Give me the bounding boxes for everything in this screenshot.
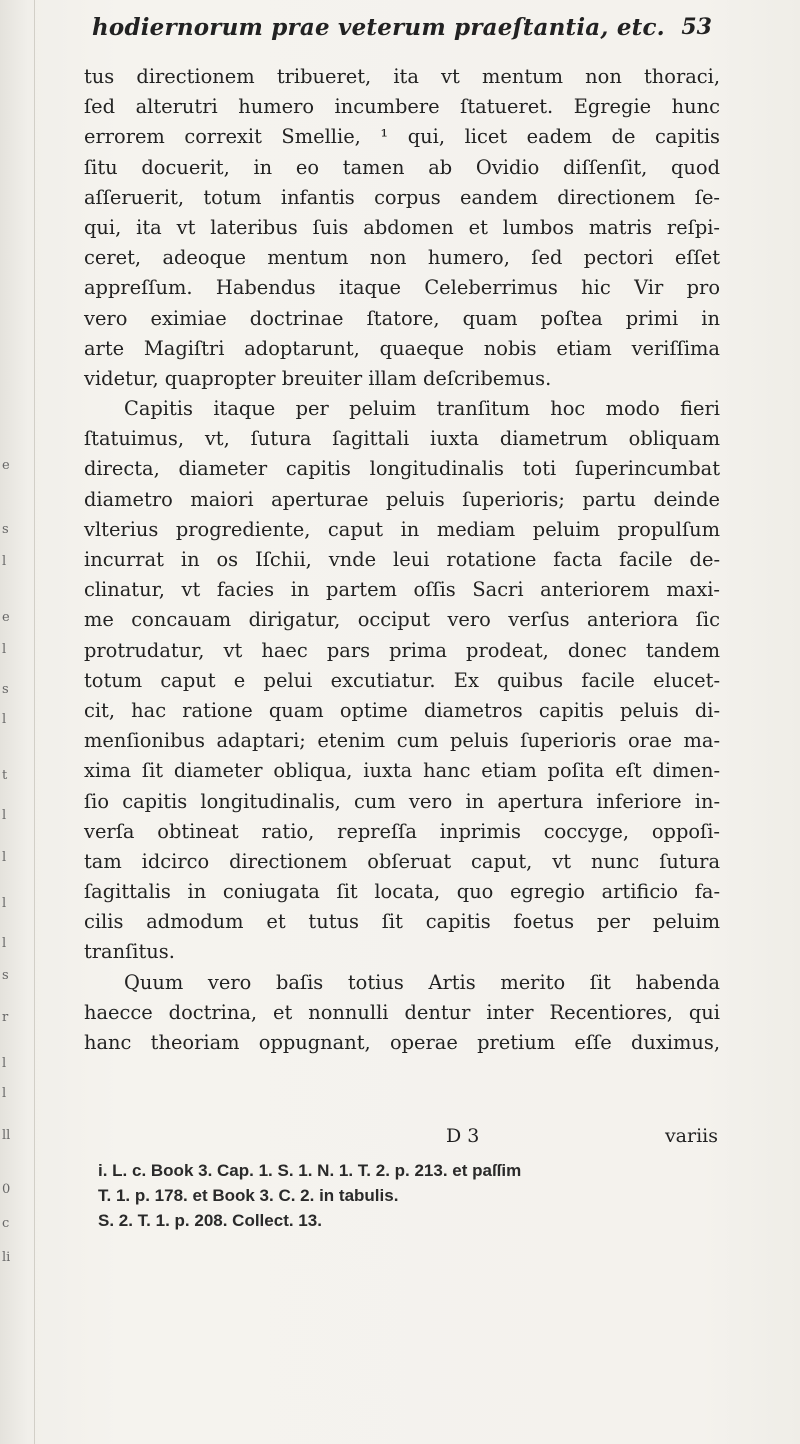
text-line: arte Magiſtri adoptarunt, quaeque nobis etiam veriſſima [84,336,720,360]
text-line: videtur, quapropter breuiter illam deſcribemus. [84,366,552,390]
signature-mark: D 3 [446,1125,480,1147]
margin-mark: t [2,768,8,783]
margin-mark: c [2,1216,10,1231]
catchword: variis [664,1125,718,1147]
footnotes [98,1158,718,1233]
margin-mark: l [2,554,7,569]
text-line: appreſſum. Habendus itaque Celeberrimus hic Vir pro [84,276,720,300]
text-line: ſed alterutri humero incumbere ſtatueret. Egregie hunc [84,95,720,119]
text-line: vlterius progrediente, caput in mediam peluim propulſum [84,517,720,541]
margin-mark: l [2,712,7,727]
margin-mark: s [2,968,9,983]
text-line: errorem correxit Smellie, ¹ qui, licet eadem de capitis [84,125,720,149]
margin-mark: e [2,610,10,625]
text-line: protrudatur, vt haec pars prima prodeat, donec tandem [84,638,720,662]
text-line: ſtatuimus, vt, ſutura ſagittali iuxta diametrum obliquam [84,427,720,451]
text-line: qui, ita vt lateribus ſuis abdomen et lumbos matris reſpi- [84,215,720,239]
text-line: incurrat in os Iſchii, vnde leui rotatione facta facile de- [84,548,720,571]
text-line: me concauam dirigatur, occiput vero verſus anteriora ſic [84,608,720,632]
margin-mark: l [2,850,7,865]
margin-mark: l [2,936,7,951]
margin-mark: l [2,1056,7,1071]
text-line: hanc theoriam oppugnant, operae pretium eſſe duximus, [84,1031,720,1054]
margin-mark: s [2,682,9,697]
text-line: ſio capitis longitudinalis, cum vero in apertura inferiore in- [84,789,720,813]
text-line: clinatur, vt facies in partem oſſis Sacri anteriorem maxi- [84,578,720,602]
margin-mark: r [2,1010,9,1025]
footnote-line: T. 1. p. 178. et Book 3. C. 2. in tabulis. [98,1186,399,1205]
text-line: Quum vero baſis totius Artis merito ſit habenda [124,970,720,994]
margin-mark: li [2,1250,11,1265]
text-line: xima ſit diameter obliqua, iuxta hanc etiam poſita eſt dimen- [84,759,720,783]
footnote-line: S. 2. T. 1. p. 208. Collect. 13. [98,1211,322,1230]
text-line: ſagittalis in coniugata ſit locata, quo egregio artificio fa- [84,880,720,904]
text-line: menſionibus adaptari; etenim cum peluis ſuperioris orae ma- [84,729,720,753]
text-line: verſa obtineat ratio, repreſſa inprimis coccyge, oppoſi- [84,819,720,843]
margin-mark: l [2,642,7,657]
margin-mark: s [2,522,9,537]
margin-mark: l [2,1086,7,1101]
margin-mark: l [2,896,7,911]
page-number: 53 [681,14,712,40]
catch-row [84,1125,720,1153]
running-head [92,14,712,54]
margin-mark: e [2,458,10,473]
text-line: tus directionem tribueret, ita vt mentum non thoraci, [84,65,720,88]
binding-edge [0,0,35,1444]
footnote-line: i. L. c. Book 3. Cap. 1. S. 1. N. 1. T. 2. p. 213. et paſſim [98,1161,522,1180]
text-line: directa, diameter capitis longitudinalis toti ſuperincumbat [84,457,720,481]
text-line: vero eximiae doctrinae ſtatore, quam poſtea primi in [84,306,720,330]
text-line: ceret, adeoque mentum non humero, ſed pectori eſſet [84,246,720,270]
text-line: tranſitus. [84,940,175,964]
margin-mark: ll [2,1128,11,1143]
running-title: hodiernorum prae veterum praeſtantia, etc. [92,14,665,41]
text-line: cilis admodum et tutus ſit capitis foetus per peluim [84,910,720,934]
text-line: aſſeruerit, totum infantis corpus eandem directionem ſe- [84,185,720,209]
margin-mark: 0 [2,1182,11,1197]
text-line: tam idcirco directionem obſeruat caput, vt nunc ſutura [84,849,720,873]
text-line: cit, hac ratione quam optime diametros capitis peluis di- [84,698,720,722]
text-line: diametro maiori aperturae peluis ſuperioris; partu deinde [84,487,720,511]
margin-mark: l [2,808,7,823]
text-line: Capitis itaque per peluim tranſitum hoc modo fieri [124,397,720,421]
text-line: totum caput e pelui excutiatur. Ex quibus facile elucet- [84,668,720,692]
body-text [84,62,720,1058]
text-line: haecce doctrina, et nonnulli dentur inter Recentiores, qui [84,1000,720,1024]
text-line: ſitu docuerit, in eo tamen ab Ovidio diſſenſit, quod [84,155,720,179]
